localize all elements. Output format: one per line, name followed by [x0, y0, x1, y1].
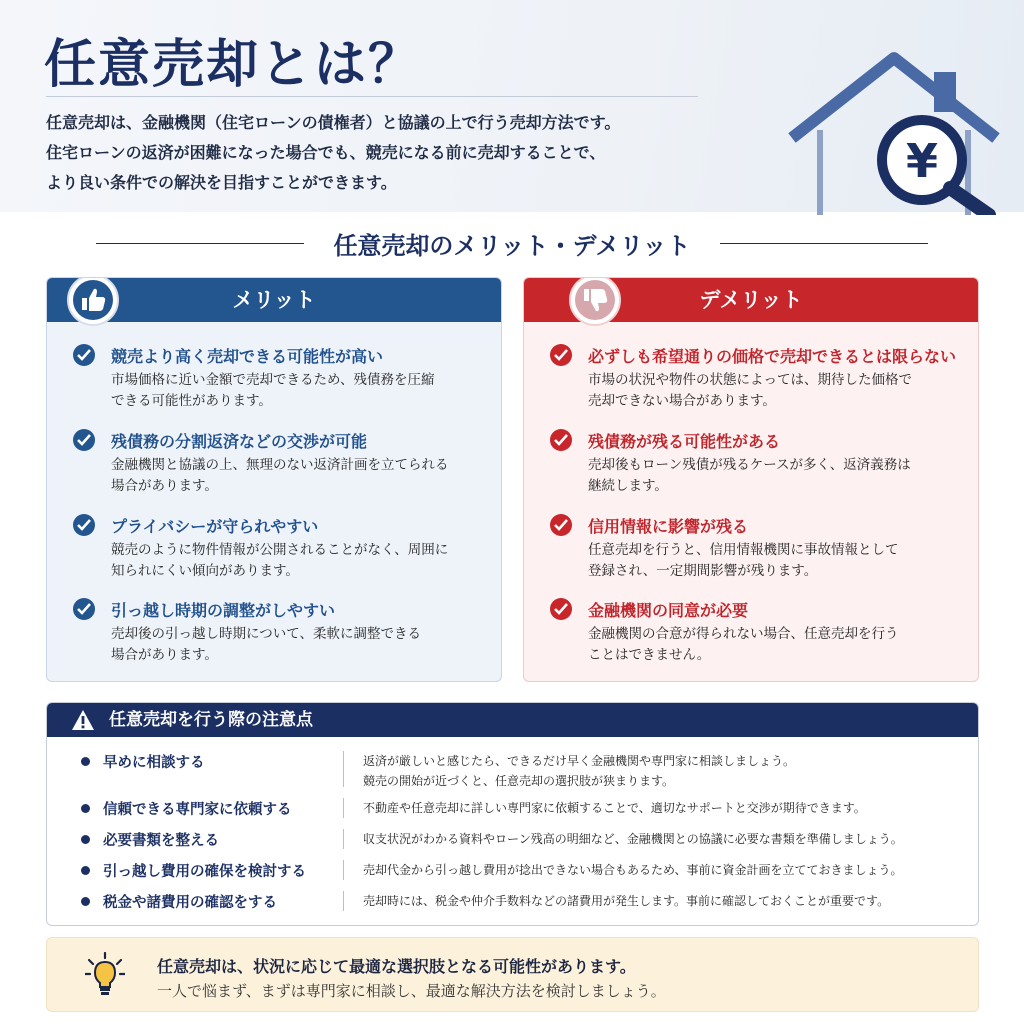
merit-item-heading: 競売より高く売却できる可能性が高い [111, 347, 384, 366]
note-label: 早めに相談する [103, 755, 205, 771]
note-separator [343, 891, 344, 911]
demerit-panel-header [524, 278, 978, 322]
note-separator [343, 829, 344, 849]
notes-title: 任意売却を行う際の注意点 [109, 710, 313, 730]
house-yen-magnifier-icon [784, 50, 1004, 215]
check-circle-icon [73, 514, 95, 536]
footer-callout [46, 937, 979, 1012]
note-desc [363, 751, 795, 791]
merit-item-body [111, 455, 449, 497]
merit-item-heading: 引っ越し時期の調整がしやすい [111, 601, 336, 620]
intro-line: より良い条件での解決を目指すことができます。 [46, 173, 397, 192]
bullet-icon [81, 835, 90, 844]
lightbulb-icon [85, 952, 125, 998]
note-desc [363, 860, 903, 880]
section-title: 任意売却のメリット・デメリット [333, 231, 691, 260]
merit-item-line: 売却後の引っ越し時期について、柔軟に調整できる [111, 626, 421, 642]
demerit-item-line: 継続します。 [588, 478, 668, 494]
note-desc [363, 829, 903, 849]
note-label: 税金や諸費用の確認をする [103, 895, 277, 911]
merit-title: メリット [232, 288, 316, 312]
merit-item-line: 市場価格に近い金額で売却できるため、残債務を圧縮 [111, 372, 435, 388]
note-desc-line: 競売の開始が近づくと、任意売却の選択肢が狭まります。 [363, 774, 675, 788]
demerit-item-heading: 必ずしも希望通りの価格で売却できるとは限らない [588, 347, 957, 366]
merit-panel-header [47, 278, 501, 322]
merit-item-line: 場合があります。 [111, 647, 218, 663]
demerit-title: デメリット [699, 288, 803, 312]
check-circle-icon [550, 344, 572, 366]
demerit-item-line: 金融機関の合意が得られない場合、任意売却を行う [588, 626, 899, 642]
demerit-item-body [588, 624, 899, 666]
note-separator [343, 751, 344, 787]
title-divider [46, 96, 698, 97]
demerit-item-heading: 金融機関の同意が必要 [588, 601, 749, 620]
merit-item-body [111, 540, 448, 582]
note-label: 信頼できる専門家に依頼する [103, 802, 292, 818]
intro-text [46, 108, 620, 198]
bullet-icon [81, 866, 90, 875]
thumbs-up-icon [67, 277, 119, 326]
demerit-item-body [588, 540, 899, 582]
section-divider-right [720, 243, 928, 244]
demerit-item-line: ことはできません。 [588, 647, 711, 663]
demerit-item-line: 市場の状況や物件の状態によっては、期待した価格で [588, 372, 912, 388]
bullet-icon [81, 757, 90, 766]
merit-panel [46, 277, 502, 682]
page-title: 任意売却とは？ [44, 34, 423, 95]
header [0, 0, 1024, 212]
bullet-icon [81, 804, 90, 813]
demerit-item-body [588, 370, 912, 412]
note-desc-line: 売却時には、税金や仲介手数料などの諸費用が発生します。事前に確認しておくことが重要です。 [363, 894, 890, 908]
demerit-item-line: 登録され、一定期間影響が残ります。 [588, 563, 818, 579]
note-desc [363, 891, 889, 911]
demerit-item-heading: 信用情報に影響が残る [588, 517, 749, 536]
note-desc-line: 不動産や任意売却に詳しい専門家に依頼することで、適切なサポートと交渉が期待できます。 [363, 801, 866, 815]
merit-item-line: 場合があります。 [111, 478, 218, 494]
note-label: 引っ越し費用の確保を検討する [103, 864, 306, 880]
notes-header [47, 703, 978, 737]
check-circle-icon [550, 598, 572, 620]
demerit-item-line: 任意売却を行うと、信用情報機関に事故情報として [588, 542, 899, 558]
note-desc [363, 798, 866, 818]
merit-item-body [111, 370, 434, 412]
thumbs-down-icon [569, 277, 621, 326]
merit-item-line: できる可能性があります。 [111, 393, 272, 409]
note-separator [343, 798, 344, 818]
merit-item-heading: プライバシーが守られやすい [111, 517, 319, 536]
demerit-item-line: 売却後もローン残債が残るケースが多く、返済義務は [588, 457, 911, 473]
check-circle-icon [73, 598, 95, 620]
note-label: 必要書類を整える [103, 833, 219, 849]
merit-item-line: 金融機関と協議の上、無理のない返済計画を立てられる [111, 457, 449, 473]
check-circle-icon [550, 429, 572, 451]
bullet-icon [81, 897, 90, 906]
merit-item-line: 知られにくい傾向があります。 [111, 563, 299, 579]
demerit-item-body [588, 455, 911, 497]
notes-box [46, 702, 979, 926]
footer-line-1: 任意売却は、状況に応じて最適な選択肢となる可能性があります。 [157, 957, 636, 976]
check-circle-icon [73, 429, 95, 451]
demerit-item-heading: 残債務が残る可能性がある [588, 432, 781, 451]
intro-line: 任意売却は、金融機関（住宅ローンの債権者）と協議の上で行う売却方法です。 [46, 113, 621, 132]
section-title-row [96, 226, 928, 260]
warning-icon [71, 709, 95, 731]
footer-line-2: 一人で悩まず、まずは専門家に相談し、最適な解決方法を検討しましょう。 [157, 982, 666, 1000]
intro-line: 住宅ローンの返済が困難になった場合でも、競売になる前に売却することで、 [46, 143, 606, 162]
merit-item-line: 競売のように物件情報が公開されることがなく、周囲に [111, 542, 449, 558]
check-circle-icon [550, 514, 572, 536]
check-circle-icon [73, 344, 95, 366]
note-desc-line: 売却代金から引っ越し費用が捻出できない場合もあるため、事前に資金計画を立てておきましょう。 [363, 863, 903, 877]
demerit-panel [523, 277, 979, 682]
svg-text:¥: ¥ [905, 134, 939, 188]
demerit-item-line: 売却できない場合があります。 [588, 393, 776, 409]
note-desc-line: 収支状況がわかる資料やローン残高の明細など、金融機関との協議に必要な書類を準備しましょう。 [363, 832, 903, 846]
merit-item-heading: 残債務の分割返済などの交渉が可能 [111, 432, 368, 451]
merit-item-body [111, 624, 421, 666]
note-separator [343, 860, 344, 880]
note-desc-line: 返済が厳しいと感じたら、できるだけ早く金融機関や専門家に相談しましょう。 [363, 754, 796, 768]
